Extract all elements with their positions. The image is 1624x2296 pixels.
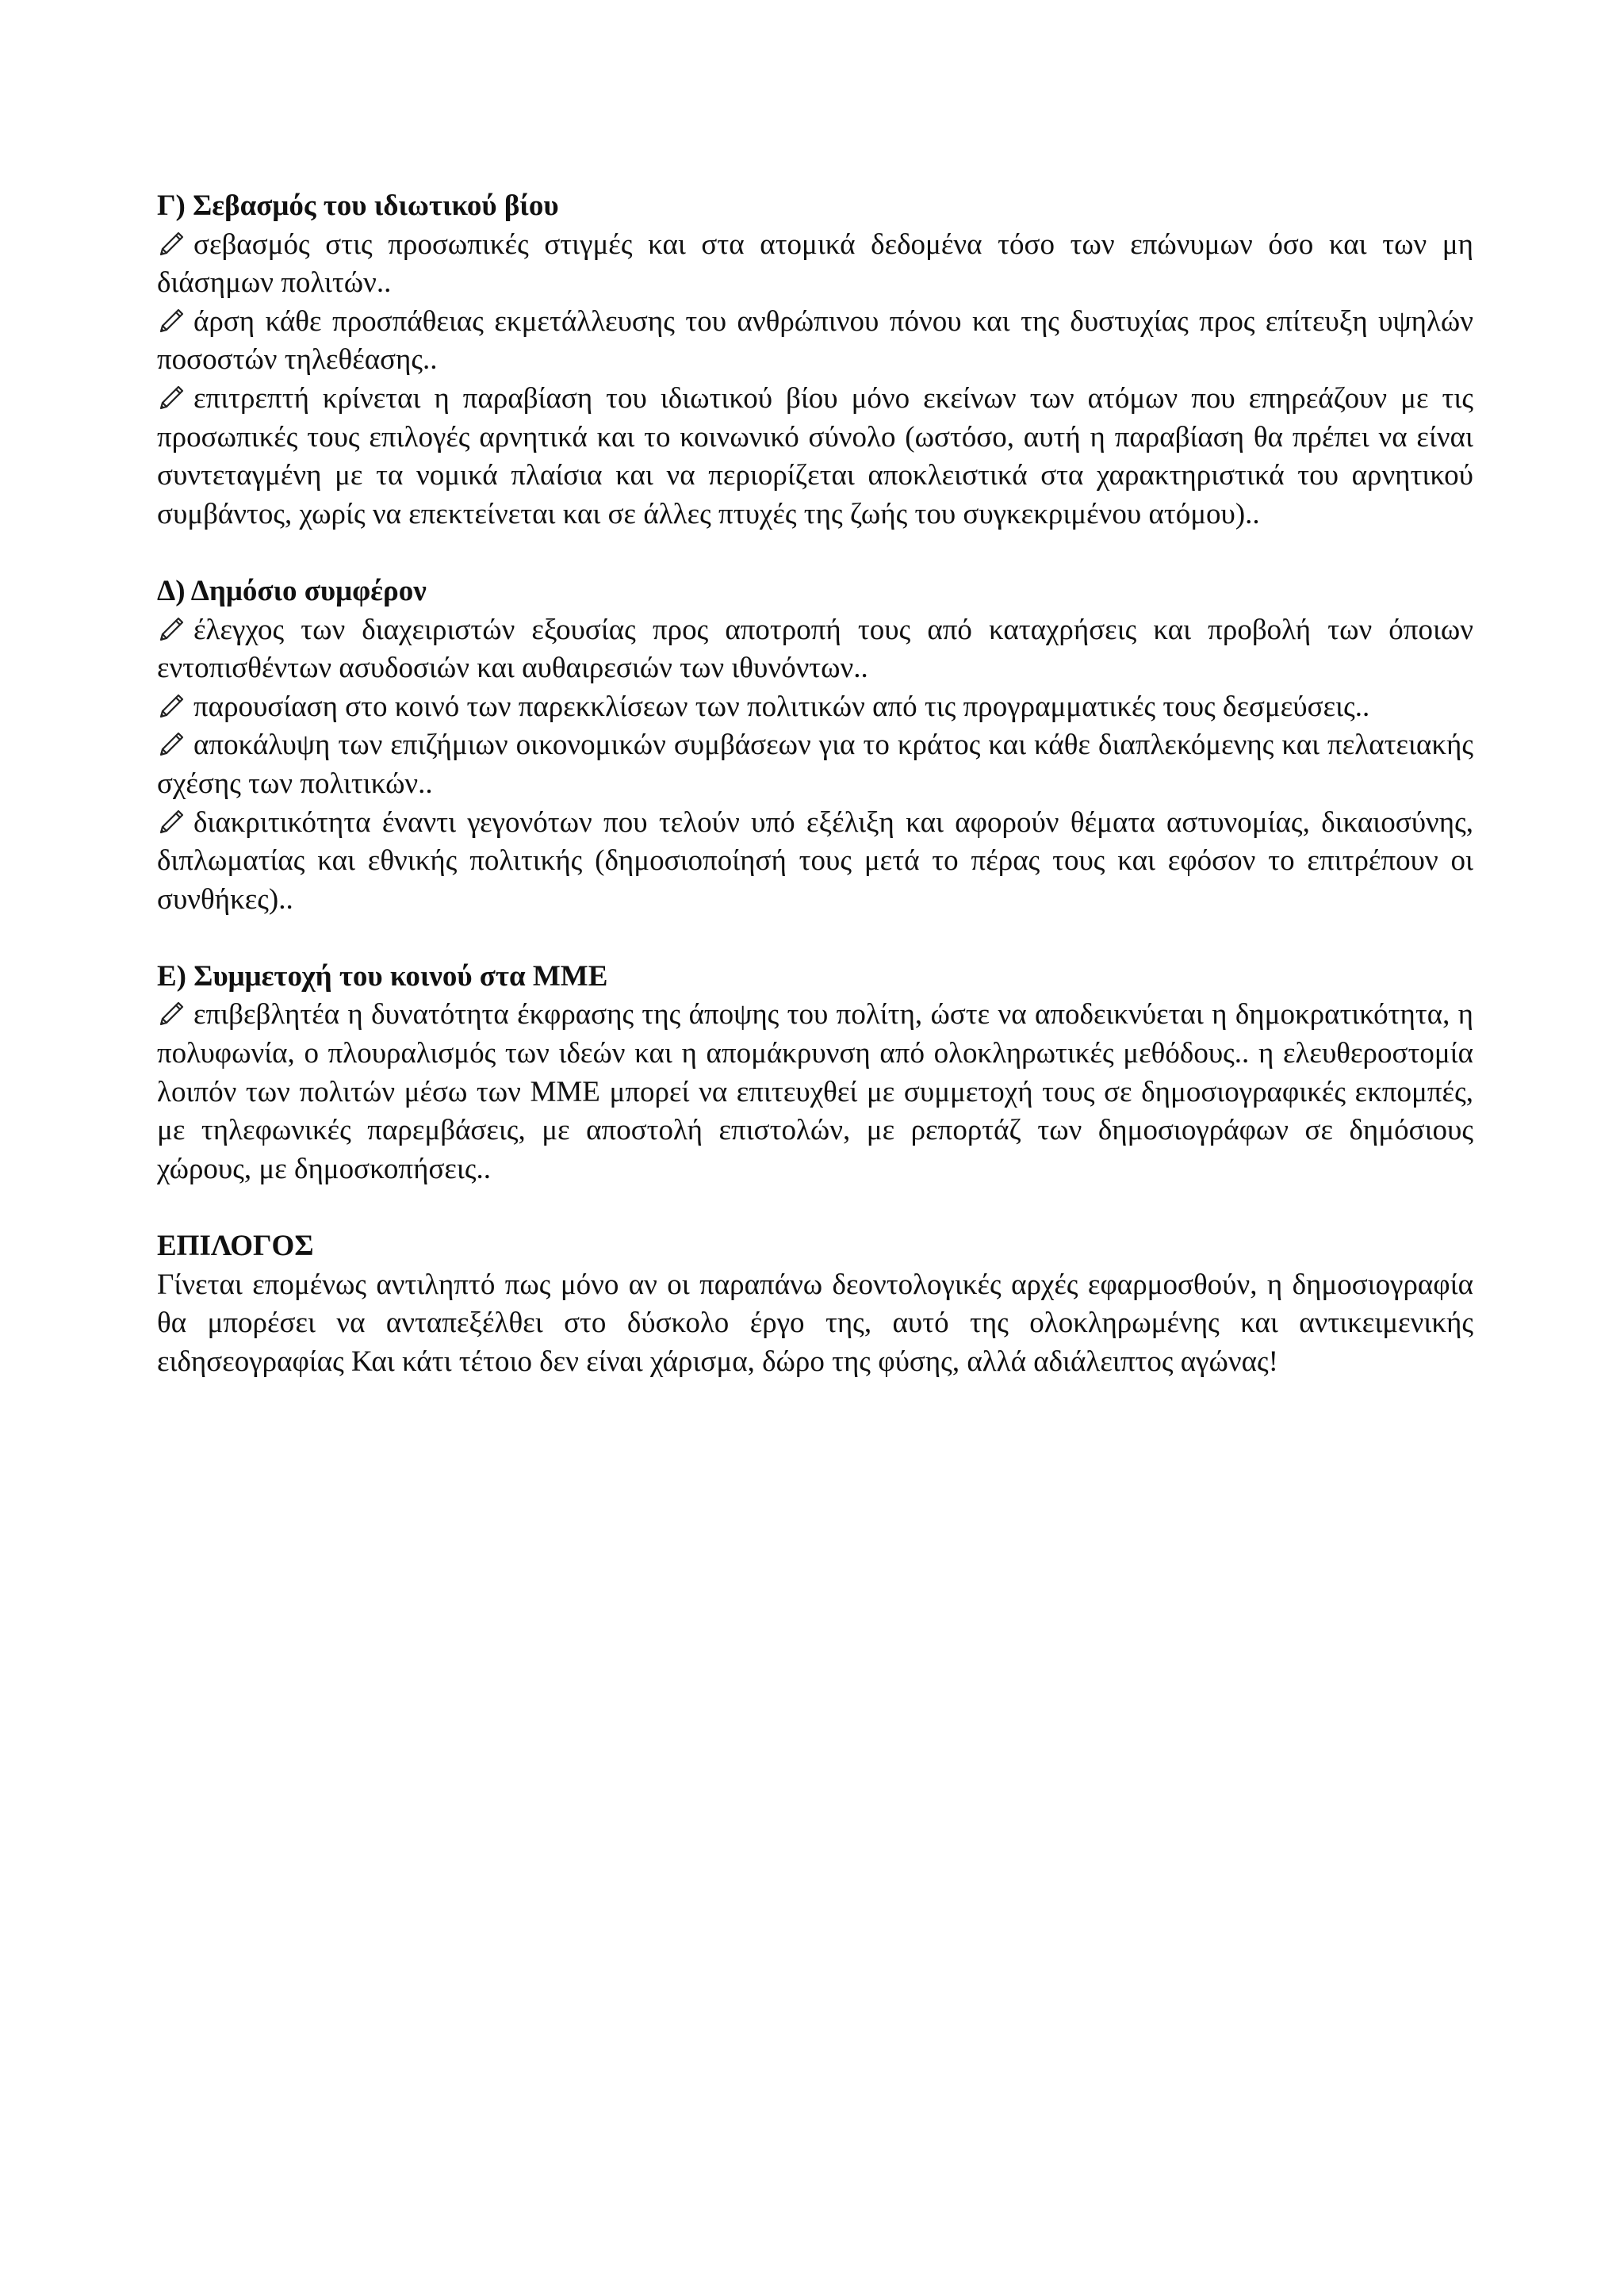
bullet-item xyxy=(157,688,1473,727)
pencil-icon xyxy=(157,384,186,412)
bullet-item xyxy=(157,380,1473,534)
pencil-icon xyxy=(157,230,186,258)
bullet-item xyxy=(157,226,1473,303)
bullet-text: παρουσίαση στο κοινό των παρεκκλίσεων των πολιτικών από τις προγραμματικές τους δεσμεύσεις.. xyxy=(193,690,1370,723)
pencil-icon xyxy=(157,615,186,644)
bullet-item xyxy=(157,303,1473,380)
bullet-text: έλεγχος των διαχειριστών εξουσίας προς αποτροπή τους από καταχρήσεις και προβολή των όποιων εντοπισθέντων ασυδοσιών και αυθαιρεσιών των ιθυνόντων.. xyxy=(157,613,1473,685)
bullet-text: σεβασμός στις προσωπικές στιγμές και στα ατομικά δεδομένα τόσο των επώνυμων όσο και των μη διάσημων πολιτών.. xyxy=(157,228,1473,300)
bullet-item xyxy=(157,726,1473,803)
document-page xyxy=(157,187,1473,1420)
bullet-text: επιβεβλητέα η δυνατότητα έκφρασης της άποψης του πολίτη, ώστε να αποδεικνύεται η δημοκρατικότητα, η πολυφωνία, ο πλουραλισμός των ιδεών και η απομάκρυνση από ολοκληρωτικές μεθόδους.. η ελευθεροστομία λοιπόν των πολιτών μέσω των ΜΜΕ μπορεί να επιτευχθεί με συμμετοχή τους σε δημοσιογραφικές εκπομπές, με τηλεφωνικές παρεμβάσεις, με αποστολή επιστολών, με ρεπορτάζ των δημοσιογράφων σε δημόσιους χώρους, με δημοσκοπήσεις.. xyxy=(157,998,1473,1185)
bullet-text: αποκάλυψη των επιζήμιων οικονομικών συμβάσεων για το κράτος και κάθε διαπλεκόμενης και πελατειακής σχέσης των πολιτικών.. xyxy=(157,729,1473,800)
bullet-item xyxy=(157,804,1473,920)
pencil-icon xyxy=(157,730,186,759)
epilogue-heading: ΕΠΙΛΟΓΟΣ xyxy=(157,1230,314,1263)
bullet-item xyxy=(157,996,1473,1188)
bullet-text: άρση κάθε προσπάθειας εκμετάλλευσης του ανθρώπινου πόνου και της δυστυχίας προς επίτευξη υψηλών ποσοστών τηλεθέασης.. xyxy=(157,304,1473,377)
section-public-interest xyxy=(157,572,1473,919)
pencil-icon xyxy=(157,692,186,721)
section-public-participation xyxy=(157,958,1473,1189)
pencil-icon xyxy=(157,808,186,836)
bullet-item xyxy=(157,611,1473,688)
pencil-icon xyxy=(157,307,186,335)
section-heading: Δ) Δημόσιο συμφέρον xyxy=(157,574,427,607)
bullet-text: διακριτικότητα έναντι γεγονότων που τελούν υπό εξέλιξη και αφορούν θέματα αστυνομίας, δικαιοσύνης, διπλωματίας και εθνικής πολιτικής (δημοσιοποίησή τους μετά το πέρας τους και εφόσον το επιτρέπουν οι συνθήκες).. xyxy=(157,806,1473,916)
bullet-text: επιτρεπτή κρίνεται η παραβίαση του ιδιωτικού βίου μόνο εκείνων των ατόμων που επηρεάζουν με τις προσωπικές τους επιλογές αρνητικά και το κοινωνικό σύνολο (ωστόσο, αυτή η παραβίαση θα πρέπει να είναι συντεταγμένη με τα νομικά πλαίσια και να περιορίζεται αποκλειστικά στα χαρακτηριστικά του αρνητικού συμβάντος, χωρίς να επεκτείνεται και σε άλλες πτυχές της ζωής του συγκεκριμένου ατόμου).. xyxy=(157,381,1473,530)
section-heading: Γ) Σεβασμός του ιδιωτικού βίου xyxy=(157,189,559,222)
epilogue-text: Γίνεται επομένως αντιληπτό πως μόνο αν οι παραπάνω δεοντολογικές αρχές εφαρμοσθούν, η δημοσιογραφία θα μπορέσει να ανταπεξέλθει στο δύσκολο έργο της, αυτό της ολοκληρωμένης και αντικειμενικής ειδησεογραφίας Και κάτι τέτοιο δεν είναι χάρισμα, δώρο της φύσης, αλλά αδιάλειπτος αγώνας! xyxy=(157,1268,1473,1378)
section-heading: Ε) Συμμετοχή του κοινού στα ΜΜΕ xyxy=(157,959,608,993)
section-privacy xyxy=(157,187,1473,534)
section-epilogue xyxy=(157,1227,1473,1381)
pencil-icon xyxy=(157,1000,186,1028)
